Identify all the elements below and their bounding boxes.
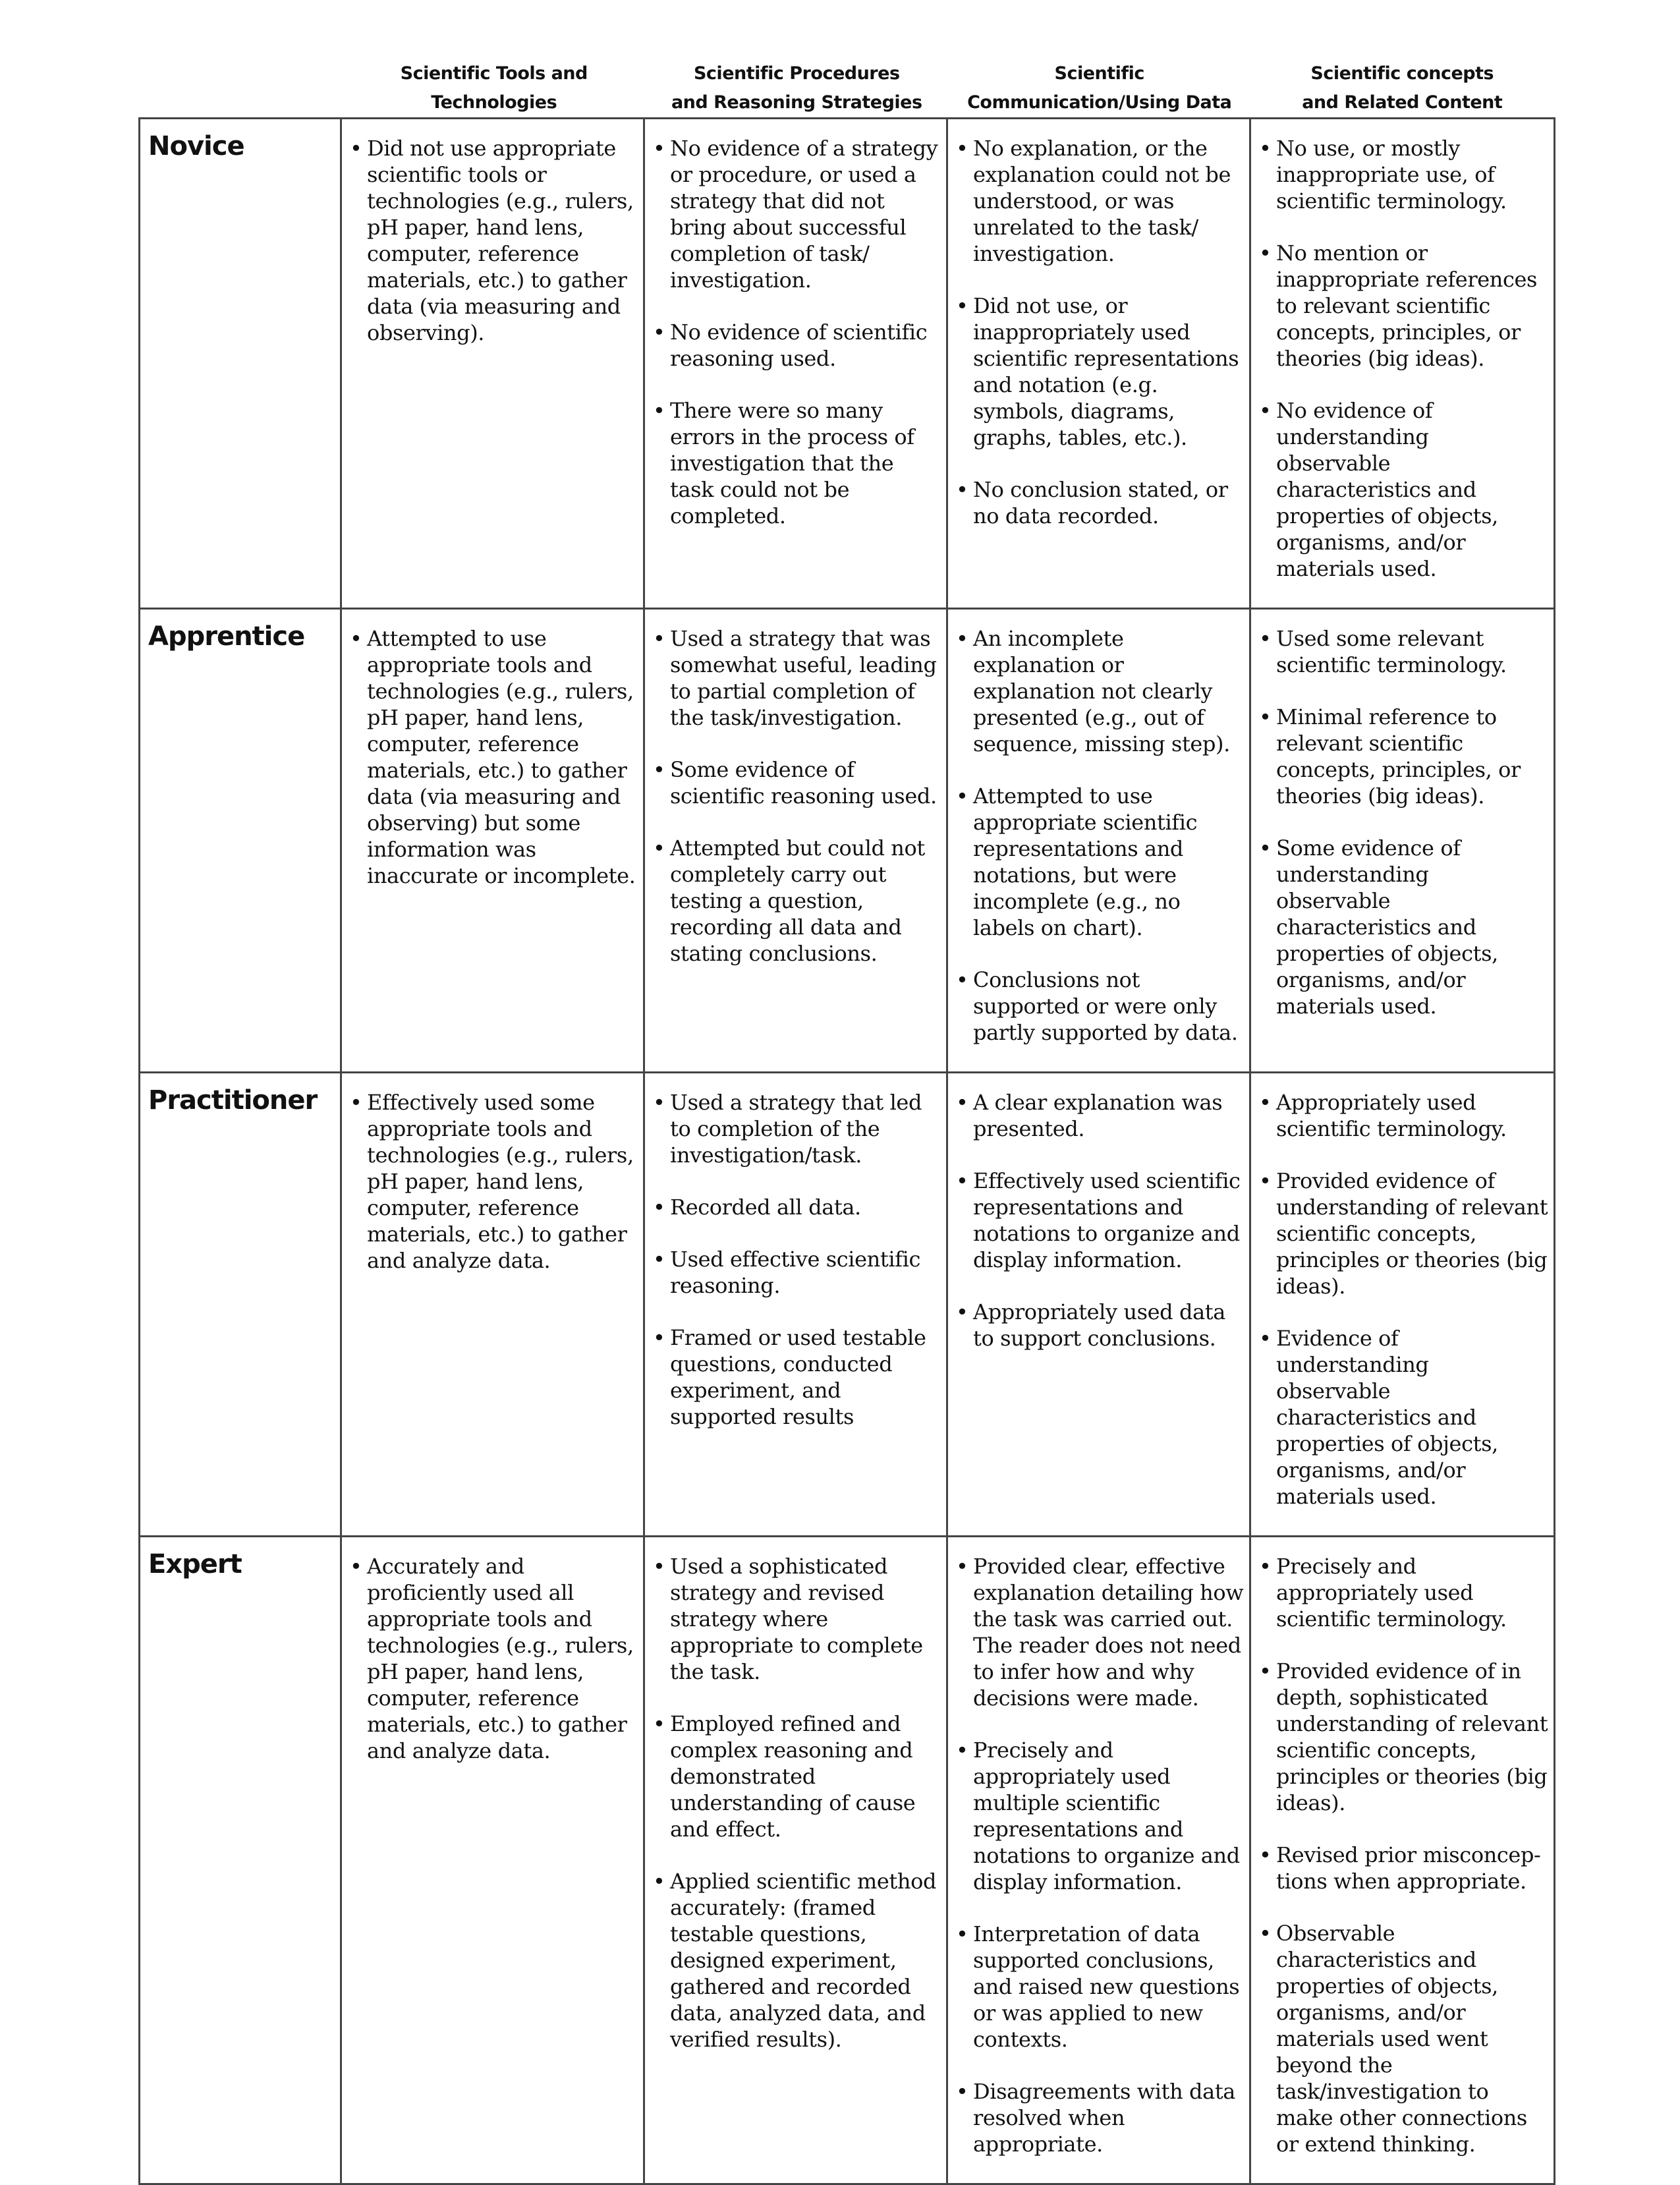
criteria-list bbox=[652, 1553, 941, 2053]
column-header-line: Scientific Tools and bbox=[400, 63, 588, 84]
criterion-item: • Accurately and proficiently used all appropriate tools and technologies (e.g., rulers, pH paper, hand lens, computer, reference materials, etc.) to gather and analyze data. bbox=[349, 1553, 638, 1764]
criterion-item: • There were so many errors in the process of investigation that the task could not be completed. bbox=[652, 397, 941, 529]
rubric-row-novice bbox=[140, 119, 1555, 609]
criterion-item: • Minimal reference to relevant scientific concepts, principles, or theories (big ideas). bbox=[1258, 704, 1548, 809]
criteria-list bbox=[349, 135, 638, 346]
rubric-row-expert bbox=[140, 1537, 1555, 2184]
criterion-item: • Effectively used some appropriate tools and technologies (e.g., rulers, pH paper, hand lens, computer, reference materials, etc.) to gather and analyze data. bbox=[349, 1089, 638, 1274]
rubric-cell bbox=[644, 1537, 947, 2184]
rubric-cell bbox=[947, 1537, 1250, 2184]
criterion-item: • Observable characteristics and properties of objects, organisms, and/or materials used went beyond the task/investigation to make other connections or extend thinking. bbox=[1258, 1920, 1548, 2157]
rubric-cell bbox=[341, 1537, 644, 2184]
criteria-list bbox=[652, 1089, 941, 1430]
rubric-cell bbox=[1250, 119, 1555, 609]
rubric-cell bbox=[947, 119, 1250, 609]
criterion-item: • Precisely and appropriately used scientific terminology. bbox=[1258, 1553, 1548, 1632]
criterion-item: • No use, or mostly inappropriate use, of scientific terminology. bbox=[1258, 135, 1548, 214]
level-cell bbox=[140, 1537, 341, 2184]
criterion-item: • Did not use appropriate scientific tools or technologies (e.g., rulers, pH paper, hand lens, computer, reference materials, etc.) to gather data (via measuring and observing). bbox=[349, 135, 638, 346]
criterion-item: • No explanation, or the explanation could not be understood, or was unrelated to the task/ investigation. bbox=[955, 135, 1244, 267]
criterion-item: • Evidence of understanding observable characteristics and properties of objects, organisms, and/or materials used. bbox=[1258, 1325, 1548, 1510]
criteria-list bbox=[1258, 1553, 1548, 2157]
criterion-item: • Used some relevant scientific terminology. bbox=[1258, 625, 1548, 678]
criterion-item: • Applied scientific method accurately: (framed testable questions, designed experiment, gathered and recorded data, analyzed data, and verified results). bbox=[652, 1868, 941, 2053]
rubric-cell bbox=[341, 119, 644, 609]
column-header bbox=[1251, 57, 1554, 120]
criterion-item: • Provided clear, effective explanation detailing how the task was carried out. The reader does not need to infer how and why decisions were made. bbox=[955, 1553, 1244, 1711]
criterion-item: • Used a strategy that led to completion of the investigation/task. bbox=[652, 1089, 941, 1168]
column-header bbox=[948, 57, 1251, 120]
criterion-item: • Precisely and appropriately used multiple scientific representations and notations to organize and display information. bbox=[955, 1737, 1244, 1895]
criterion-item: • No evidence of understanding observable characteristics and properties of objects, organisms, and/or materials used. bbox=[1258, 397, 1548, 582]
rubric-cell bbox=[1250, 1073, 1555, 1537]
level-label: Practitioner bbox=[148, 1085, 318, 1116]
criterion-item: • No evidence of scientific reasoning used. bbox=[652, 319, 941, 372]
criterion-item: • No mention or inappropriate references to relevant scientific concepts, principles, or theories (big ideas). bbox=[1258, 240, 1548, 372]
criteria-list bbox=[1258, 135, 1548, 582]
criterion-item: • Framed or used testable questions, conducted experiment, and supported results bbox=[652, 1324, 941, 1430]
rubric-cell bbox=[947, 1073, 1250, 1537]
column-header-line: and Reasoning Strategies bbox=[671, 92, 922, 113]
rubric-row-practitioner bbox=[140, 1073, 1555, 1537]
criteria-list bbox=[1258, 625, 1548, 1019]
column-header-line: and Related Content bbox=[1302, 92, 1503, 113]
criterion-item: • Provided evidence of in depth, sophisticated understanding of relevant scientific concepts, principles or theories (big ideas). bbox=[1258, 1658, 1548, 1816]
rubric-cell bbox=[1250, 1537, 1555, 2184]
criteria-list bbox=[955, 1553, 1244, 2157]
criteria-list bbox=[955, 625, 1244, 1046]
level-cell bbox=[140, 119, 341, 609]
column-header-line: Scientific Procedures bbox=[693, 63, 900, 84]
rubric-cell bbox=[341, 609, 644, 1073]
level-label: Expert bbox=[148, 1549, 242, 1579]
criterion-item: • Did not use, or inappropriately used scientific representations and notation (e.g. symbols, diagrams, graphs, tables, etc.). bbox=[955, 293, 1244, 451]
column-header bbox=[343, 57, 646, 120]
rubric-cell bbox=[341, 1073, 644, 1537]
criterion-item: • Disagreements with data resolved when appropriate. bbox=[955, 2078, 1244, 2157]
criteria-list bbox=[1258, 1089, 1548, 1510]
rubric-cell bbox=[644, 119, 947, 609]
criterion-item: • Used a strategy that was somewhat useful, leading to partial completion of the task/investigation. bbox=[652, 625, 941, 731]
criterion-item: • Appropriately used data to support conclusions. bbox=[955, 1299, 1244, 1351]
criterion-item: • A clear explanation was presented. bbox=[955, 1089, 1244, 1142]
level-label: Novice bbox=[148, 131, 244, 161]
criterion-item: • Appropriately used scientific terminology. bbox=[1258, 1089, 1548, 1142]
criteria-list bbox=[349, 625, 638, 889]
criteria-list bbox=[652, 625, 941, 967]
rubric-cell bbox=[644, 1073, 947, 1537]
criteria-list bbox=[349, 1553, 638, 1764]
level-label: Apprentice bbox=[148, 621, 305, 652]
column-header-line: Communication/Using Data bbox=[967, 92, 1232, 113]
criterion-item: • Recorded all data. bbox=[652, 1194, 941, 1220]
criterion-item: • Used a sophisticated strategy and revised strategy where appropriate to complete the task. bbox=[652, 1553, 941, 1685]
criterion-item: • Effectively used scientific representations and notations to organize and display information. bbox=[955, 1168, 1244, 1273]
column-header bbox=[646, 57, 949, 120]
criterion-item: • No evidence of a strategy or procedure, or used a strategy that did not bring about successful completion of task/ investigation. bbox=[652, 135, 941, 293]
criterion-item: • Some evidence of understanding observable characteristics and properties of objects, organisms, and/or materials used. bbox=[1258, 835, 1548, 1019]
rubric-cell bbox=[644, 609, 947, 1073]
criterion-item: • Some evidence of scientific reasoning used. bbox=[652, 756, 941, 809]
criteria-list bbox=[955, 1089, 1244, 1351]
criteria-list bbox=[652, 135, 941, 529]
column-header-line: Scientific concepts bbox=[1310, 63, 1494, 84]
criterion-item: • Used effective scientific reasoning. bbox=[652, 1246, 941, 1299]
criteria-list bbox=[349, 1089, 638, 1274]
level-cell bbox=[140, 609, 341, 1073]
rubric-row-apprentice bbox=[140, 609, 1555, 1073]
column-headers bbox=[343, 57, 1554, 120]
rubric-table bbox=[138, 117, 1555, 2185]
level-cell bbox=[140, 1073, 341, 1537]
column-header-line: Scientific bbox=[1054, 63, 1144, 84]
criterion-item: • Attempted but could not completely carry out testing a question, recording all data and stating conclusions. bbox=[652, 835, 941, 967]
criterion-item: • Provided evidence of understanding of relevant scientific concepts, principles or theories (big ideas). bbox=[1258, 1168, 1548, 1299]
criterion-item: • Conclusions not supported or were only partly supported by data. bbox=[955, 967, 1244, 1046]
criterion-item: • Interpretation of data supported conclusions, and raised new questions or was applied to new contexts. bbox=[955, 1921, 1244, 2053]
criterion-item: • Attempted to use appropriate tools and technologies (e.g., rulers, pH paper, hand lens, computer, reference materials, etc.) to gather data (via measuring and observing) but some information was inaccurate or incomplete. bbox=[349, 625, 638, 889]
criterion-item: • No conclusion stated, or no data recorded. bbox=[955, 476, 1244, 529]
rubric-cell bbox=[947, 609, 1250, 1073]
criterion-item: • Attempted to use appropriate scientific representations and notations, but were incomplete (e.g., no labels on chart). bbox=[955, 783, 1244, 941]
criteria-list bbox=[955, 135, 1244, 529]
criterion-item: • Revised prior misconcep- tions when appropriate. bbox=[1258, 1842, 1548, 1894]
criterion-item: • Employed refined and complex reasoning and demonstrated understanding of cause and effect. bbox=[652, 1711, 941, 1842]
column-header-line: Technologies bbox=[431, 92, 557, 113]
rubric-cell bbox=[1250, 609, 1555, 1073]
criterion-item: • An incomplete explanation or explanation not clearly presented (e.g., out of sequence, missing step). bbox=[955, 625, 1244, 757]
